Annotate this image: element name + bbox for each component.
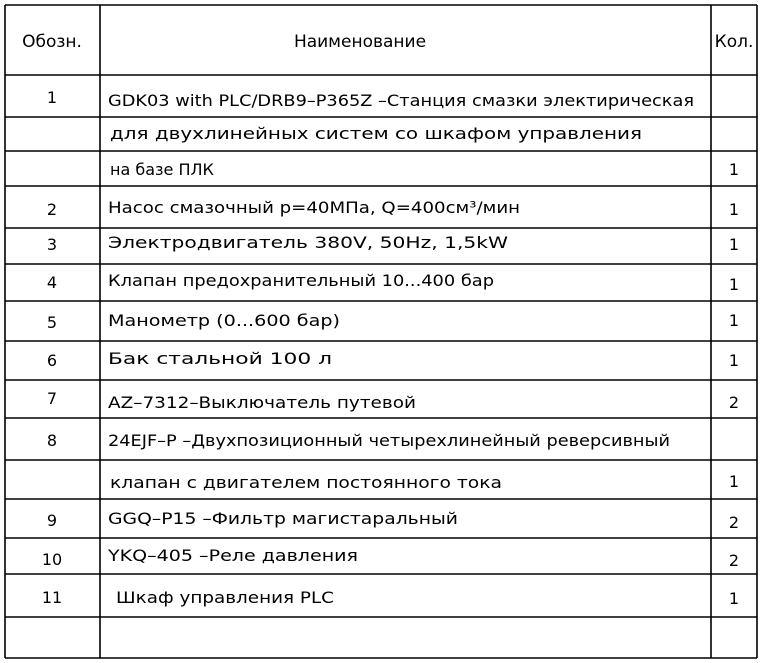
- row-qty: 2: [728, 513, 740, 532]
- row-name: клапан с двигателем постоянного тока: [110, 473, 502, 492]
- row-number: 5: [46, 313, 58, 332]
- row-qty: 1: [728, 235, 740, 254]
- row-name: GGQ–P15 –Фильтр магистаральный: [108, 509, 458, 528]
- row-name: Бак стальной 100 л: [108, 349, 332, 368]
- row-number: 11: [41, 588, 63, 607]
- row-qty: 1: [728, 589, 740, 608]
- row-qty: 1: [728, 351, 740, 370]
- row-name: GDK03 with PLC/DRB9–P365Z –Станция смазки электирическая: [108, 91, 694, 110]
- row-number: 8: [46, 431, 58, 450]
- row-qty: 1: [728, 472, 740, 491]
- row-name: Манометр (0...600 бар): [108, 311, 340, 330]
- row-number: 6: [46, 351, 58, 370]
- row-number: 9: [46, 511, 58, 530]
- header-name: Наименование: [293, 32, 427, 52]
- row-qty: 1: [728, 160, 740, 179]
- row-number: 2: [46, 200, 58, 219]
- row-qty: 2: [728, 393, 740, 412]
- row-number: 10: [41, 550, 63, 569]
- row-name: YKQ–405 –Реле давления: [106, 546, 358, 565]
- row-number: 1: [46, 88, 58, 107]
- row-name: на базе ПЛК: [110, 160, 214, 179]
- row-name: Шкаф управления PLC: [116, 588, 334, 607]
- row-name: Электродвигатель 380V, 50Hz, 1,5kW: [108, 233, 509, 252]
- row-qty: 2: [728, 551, 740, 570]
- row-name: Клапан предохранительный 10...400 бар: [108, 271, 494, 290]
- row-qty: 1: [728, 200, 740, 219]
- row-qty: 1: [728, 311, 740, 330]
- row-number: 7: [46, 389, 58, 408]
- header-qty: Кол.: [714, 32, 754, 52]
- row-name: 24EJF–P –Двухпозиционный четырехлинейный реверсивный: [108, 431, 670, 450]
- row-number: 3: [46, 235, 58, 254]
- row-name: для двухлинейных систем со шкафом управления: [110, 124, 642, 143]
- row-number: 4: [46, 273, 58, 292]
- row-qty: 1: [728, 275, 740, 294]
- row-name: Насос смазочный p=40МПа, Q=400см³/мин: [108, 198, 520, 217]
- header-designation: Обозн.: [22, 32, 82, 52]
- row-name: AZ–7312–Выключатель путевой: [108, 393, 416, 412]
